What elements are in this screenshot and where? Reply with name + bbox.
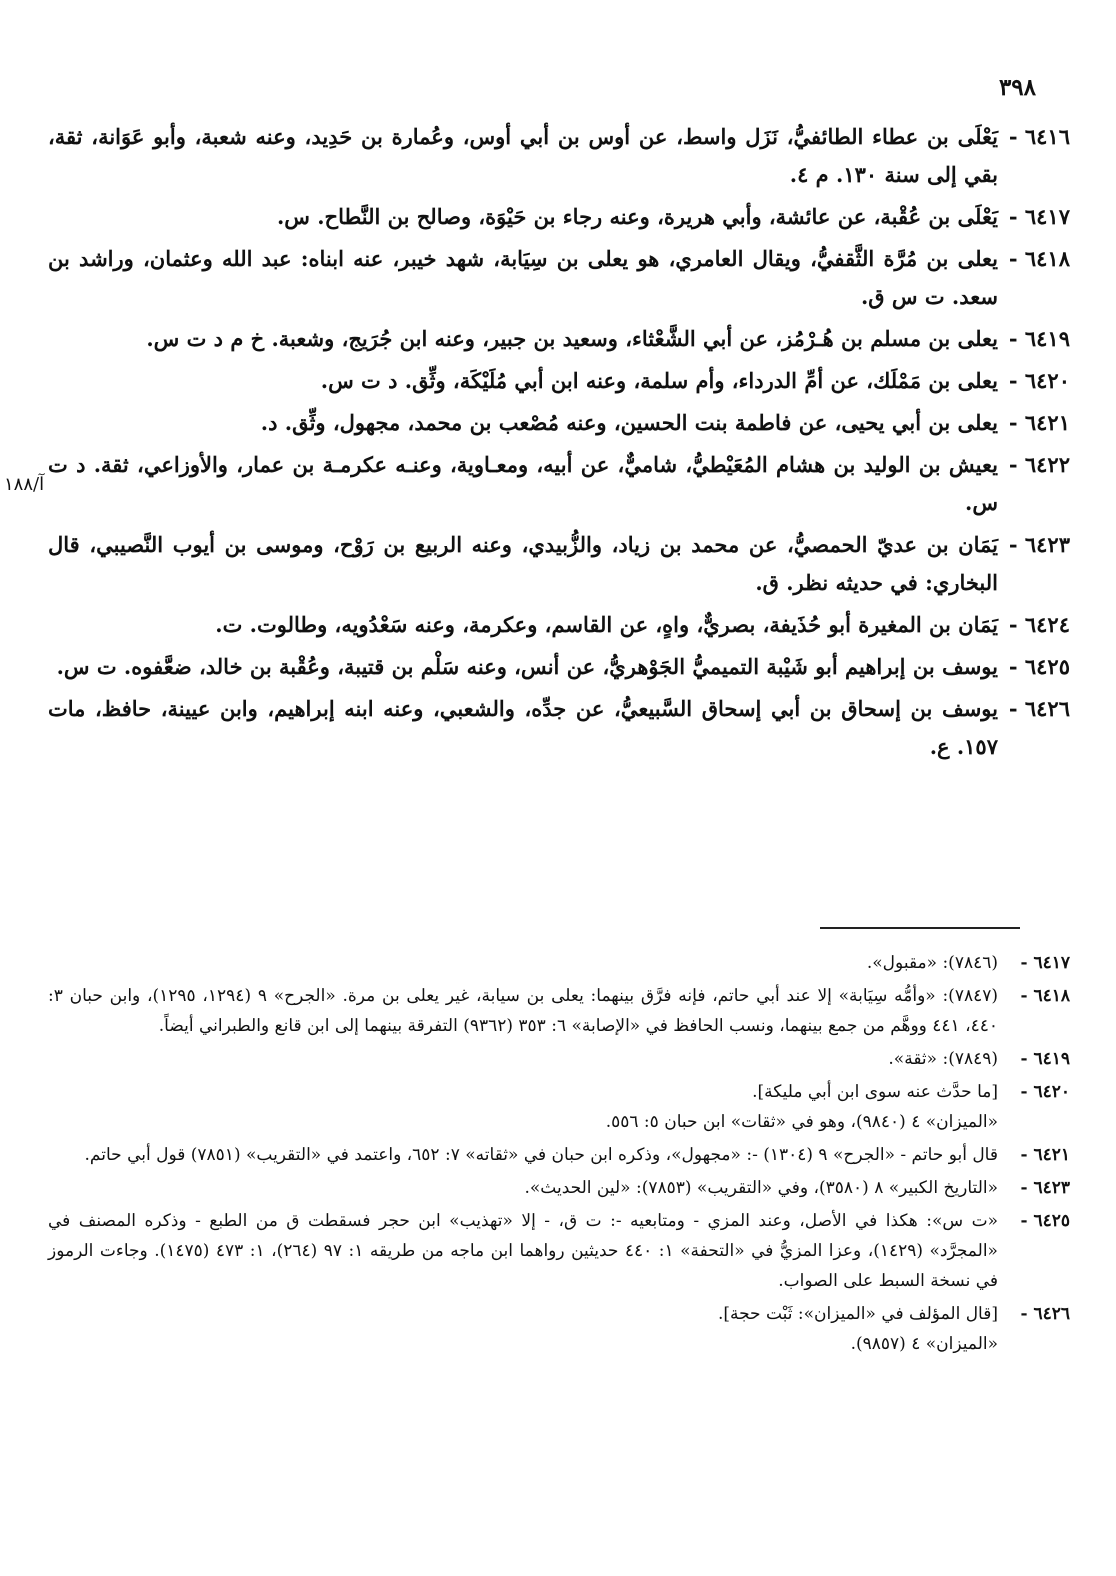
- footnote-number: ٦٤٢٥ -: [1020, 1211, 1070, 1231]
- entry: [48, 606, 1070, 644]
- footnote-source: «الميزان» ٤ (٩٨٥٧).: [850, 1334, 998, 1354]
- entry: [48, 118, 1070, 194]
- footnote-text: «التاريخ الكبير» ٨ (٣٥٨٠)، وفي «التقريب» (٧٨٥٣): «لين الحديث».: [524, 1178, 998, 1198]
- footnote-text: «ت س»: هكذا في الأصل، وعند المزي - ومتابعيه -: ت ق، - إلا «تهذيب» ابن حجر فسقطت ق من الطبع - وذكره المصنف في «المجرَّد» (١٤٢٩)، وعزا المزيُّ في «التحفة» ١: ٤٤٠ حديثين رواهما ابن ماجه من طريقه ١: ٩٧ (٢٦٤)، ١: ٤٧٣ (١٤٧٥). وجاءت الرموز في نسخة السبط على الصواب.: [48, 1211, 998, 1291]
- footnote-source: «الميزان» ٤ (٩٨٤٠)، وهو في «ثقات» ابن حبان ٥: ٥٥٦.: [605, 1112, 998, 1132]
- footnote-number: ٦٤٢٦ -: [1020, 1304, 1070, 1324]
- footnote: [48, 1140, 1070, 1170]
- footnote-number: ٦٤١٩ -: [1020, 1049, 1070, 1069]
- footnote: [48, 981, 1070, 1041]
- entry-number: ٦٤٢١ -: [1008, 410, 1070, 435]
- entry-text: يعيش بن الوليد بن هشام المُعَيْطيُّ، شاميٌّ، عن أبيه، ومعـاوية، وعنـه عكرمـة بن عمار، والأوزاعي، ثقة. د ت س.: [48, 452, 998, 515]
- entry: [48, 404, 1070, 442]
- entry: [48, 362, 1070, 400]
- footnote-separator: [820, 927, 1020, 929]
- footnote-text: قال أبو حاتم - «الجرح» ٩ (١٣٠٤) -: «مجهول»، وذكره ابن حبان في «ثقاته» ٧: ٦٥٢، واعتمد في «التقريب» (٧٨٥١) قول أبي حاتم.: [84, 1145, 998, 1165]
- entry: [48, 446, 1070, 522]
- footnote-text: [قال المؤلف في «الميزان»: ثَبْت حجة].: [717, 1304, 998, 1324]
- entry-number: ٦٤١٦ -: [1008, 124, 1070, 149]
- entry-text: يَمَان بن عديّ الحمصيُّ، عن محمد بن زياد، والزُّبيدي، وعنه الربيع بن رَوْح، وموسى بن أيوب النَّصيبي، قال البخاري: في حديثه نظر. ق.: [48, 532, 998, 595]
- footnote-text: (٧٨٤٦): «مقبول».: [866, 953, 998, 973]
- footnote: [48, 1206, 1070, 1296]
- footnote-text: (٧٨٤٧): «وأمُّه سِيَابة» إلا عند أبي حاتم، فإنه فرَّق بينهما: يعلى بن سيابة، غير يعلى بن مرة. «الجرح» ٩ (١٢٩٤، ١٢٩٥)، وابن حبان ٣: ٤٤٠، ٤٤١ ووهَّم من جمع بينهما، ونسب الحافظ في «الإصابة» ٦: ٣٥٣ (٩٣٦٢) التفرقة بينهما إلى ابن قانع والطبراني أيضاً.: [48, 986, 998, 1036]
- entry-number: ٦٤٢٢ -: [1008, 452, 1070, 477]
- page-number: ٣٩٨: [998, 74, 1036, 101]
- footnotes: [48, 948, 1070, 1362]
- footnote-number: ٦٤١٧ -: [1020, 953, 1070, 973]
- entry-text: يعلى بن مُرَّة الثَّقفيُّ، ويقال العامري، هو يعلى بن سِيَابة، شهد خيبر، عنه ابناه: عبد الله وعثمان، وراشد بن سعد. ت س ق.: [48, 246, 998, 309]
- biography-entries: [48, 118, 1070, 770]
- entry-text: يوسف بن إبراهيم أبو شَيْبة التميميُّ الجَوْهريُّ، عن أنس، وعنه سَلْم بن قتيبة، وعُقْبة بن خالد، ضعَّفوه. ت س.: [56, 654, 998, 679]
- entry-number: ٦٤١٩ -: [1008, 326, 1070, 351]
- entry-text: يَعْلَى بن عطاء الطائفيُّ، نَزَل واسط، عن أوس بن أبي أوس، وعُمارة بن حَدِيد، وعنه شعبة، وأبو عَوَانة، ثقة، بقي إلى سنة ١٣٠. م ٤.: [48, 124, 998, 187]
- entry-number: ٦٤٢٦ -: [1008, 696, 1070, 721]
- entry: [48, 198, 1070, 236]
- footnote-text: [ما حدَّث عنه سوى ابن أبي مليكة].: [752, 1082, 998, 1102]
- footnote: [48, 1173, 1070, 1203]
- entry: [48, 526, 1070, 602]
- entry-number: ٦٤٢٣ -: [1008, 532, 1070, 557]
- manuscript-folio-note: آ/١٨٨: [4, 474, 45, 495]
- footnote-number: ٦٤٢٠ -: [1020, 1082, 1070, 1102]
- entry-text: يعلى بن أبي يحيى، عن فاطمة بنت الحسين، وعنه مُصْعب بن محمد، مجهول، وثِّق. د.: [260, 410, 998, 435]
- entry-text: يعلى بن مَمْلَك، عن أمِّ الدرداء، وأم سلمة، وعنه ابن أبي مُلَيْكَة، وثِّق. د ت س.: [320, 368, 998, 393]
- entry-text: يوسف بن إسحاق بن أبي إسحاق السَّبيعيُّ، عن جدِّه، والشعبي، وعنه ابنه إبراهيم، وابن عيينة، حافظ، مات ١٥٧. ع.: [48, 696, 998, 759]
- entry-number: ٦٤٢٠ -: [1008, 368, 1070, 393]
- entry: [48, 690, 1070, 766]
- footnote: [48, 1044, 1070, 1074]
- entry: [48, 648, 1070, 686]
- entry-number: ٦٤١٧ -: [1008, 204, 1070, 229]
- footnote-number: ٦٤١٨ -: [1020, 986, 1070, 1006]
- footnote-number: ٦٤٢١ -: [1020, 1145, 1070, 1165]
- entry-number: ٦٤١٨ -: [1008, 246, 1070, 271]
- footnote: [48, 1299, 1070, 1359]
- entry-text: يَعْلَى بن عُقْبة، عن عائشة، وأبي هريرة، وعنه رجاء بن حَيْوَة، وصالح بن النَّطاح. س.: [276, 204, 998, 229]
- entry: [48, 240, 1070, 316]
- footnote: [48, 948, 1070, 978]
- entry-number: ٦٤٢٥ -: [1008, 654, 1070, 679]
- entry: [48, 320, 1070, 358]
- footnote-text: (٧٨٤٩): «ثقة».: [888, 1049, 998, 1069]
- entry-text: يعلى بن مسلم بن هُـرْمُز، عن أبي الشَّعْثاء، وسعيد بن جبير، وعنه ابن جُرَيج، وشعبة. خ م د ت س.: [146, 326, 998, 351]
- entry-text: يَمَان بن المغيرة أبو حُذَيفة، بصريٌّ، واهٍ، عن القاسم، وعكرمة، وعنه سَعْدُويه، وطالوت. ت.: [215, 612, 998, 637]
- footnote-number: ٦٤٢٣ -: [1020, 1178, 1070, 1198]
- entry-number: ٦٤٢٤ -: [1008, 612, 1070, 637]
- footnote: [48, 1077, 1070, 1137]
